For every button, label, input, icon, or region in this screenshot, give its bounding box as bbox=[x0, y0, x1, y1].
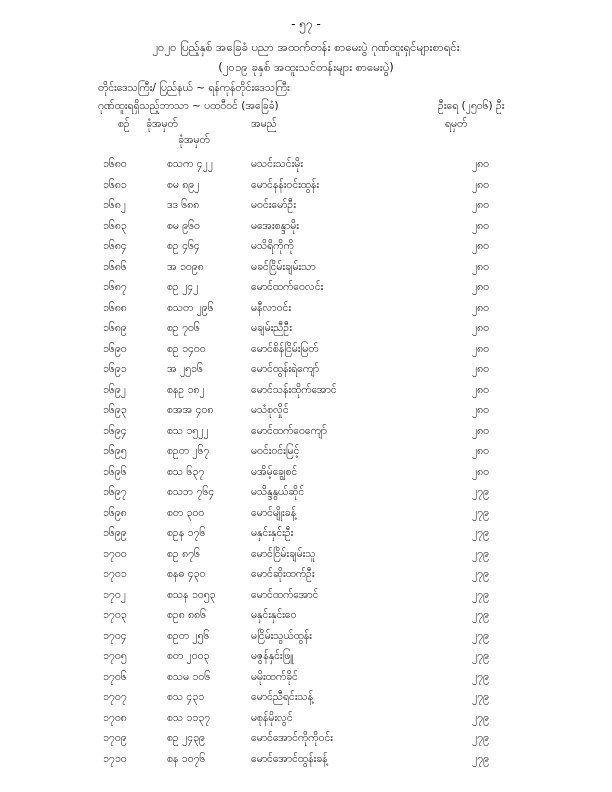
row-number: ၁၆၈၆ bbox=[103, 260, 127, 273]
marks-value: ၂၈၀ bbox=[472, 178, 490, 191]
marks-value: ၂၈၀ bbox=[472, 404, 490, 416]
marks-value: ၂၈၀ bbox=[472, 219, 490, 232]
marks-value: ၂၈၀ bbox=[472, 322, 490, 334]
roll-number: စဥ ၈၇၆ bbox=[167, 547, 200, 560]
row-number: ၁၇၀၀ bbox=[103, 547, 127, 560]
candidate-name: မမိုးထက်ခိုင် bbox=[251, 670, 298, 683]
table-row bbox=[0, 650, 612, 671]
row-number: ၁၇၀၆ bbox=[103, 670, 127, 683]
table-row bbox=[0, 220, 612, 241]
table-row bbox=[0, 199, 612, 220]
row-number: ၁၆၉၇ bbox=[103, 486, 127, 498]
row-number: ၁၆၈၁ bbox=[103, 178, 127, 191]
candidate-name: မောင်မျိုးခန့် bbox=[251, 506, 297, 519]
row-number: ၁၆၉၂ bbox=[103, 383, 126, 396]
roll-number: စသ ၁၁၃၇ bbox=[167, 711, 211, 724]
candidate-name: မောင်သန်းထိုက်အောင် bbox=[251, 383, 337, 396]
table-row bbox=[0, 281, 612, 302]
row-number: ၁၇၀၅ bbox=[103, 650, 127, 662]
candidate-name: မအိမ့်ချွေစင် bbox=[251, 465, 298, 478]
candidate-name: မောင်စိန်ငြိမ်းမြတ် bbox=[251, 342, 319, 355]
candidate-name: မောင်ဆိုးထက်ဦး bbox=[251, 568, 315, 580]
table-row bbox=[0, 753, 612, 774]
marks-value: ၂၈၀ bbox=[472, 465, 490, 478]
row-number: ၁၆၈၇ bbox=[103, 281, 127, 293]
roll-number: စဥတ ၂၆၇ bbox=[167, 445, 210, 457]
row-number: ၁၆၉၀ bbox=[103, 342, 127, 355]
table-row bbox=[0, 527, 612, 548]
roll-number: စဥ ၄၆၄ bbox=[167, 240, 200, 252]
row-number: ၁၇၀၂ bbox=[103, 588, 126, 601]
roll-number: ဒဒ ၆၈၈ bbox=[167, 199, 200, 211]
marks-value: ၂၇၉ bbox=[472, 629, 489, 642]
region-label: တိုင်းဒေသကြီး/ ပြည်နယ် ~ ရန်ကုန်တိုင်းဒေသကြီး bbox=[98, 82, 290, 94]
candidate-name: မောင်အောင်ကိုကိုဝင်း bbox=[251, 732, 333, 744]
candidate-name: မောင်ထက်ဝေကျော် bbox=[251, 424, 327, 437]
document-subtitle: (၂၀၁၉ ခုနှစ် အထူးသင်တန်းများ စာမေးပွဲ) bbox=[218, 60, 394, 74]
candidate-name: မအေးစန္ဒာမိုး bbox=[251, 219, 299, 232]
row-number: ၁၆၉၈ bbox=[103, 506, 127, 519]
table-row bbox=[0, 445, 612, 466]
marks-value: ၂၈၀ bbox=[472, 301, 490, 314]
table-row bbox=[0, 302, 612, 323]
roll-number: စနဥ ၁၈၂ bbox=[167, 383, 205, 396]
table-row bbox=[0, 384, 612, 405]
candidate-name: မနှင်းနှင်းဦး bbox=[251, 527, 294, 539]
table-row bbox=[0, 466, 612, 487]
roll-number: စဥ ၂၄၂ bbox=[167, 281, 199, 293]
candidate-name: မသံစုလှိုင် bbox=[251, 404, 289, 416]
table-row bbox=[0, 363, 612, 384]
table-row bbox=[0, 609, 612, 630]
candidate-name: မောင်အောင်ထွန်းခန့် bbox=[251, 752, 328, 765]
roll-number: စအအ ၄၀၈ bbox=[167, 404, 214, 416]
roll-number: အ ၂၅၁၆ bbox=[167, 363, 203, 375]
table-row bbox=[0, 589, 612, 610]
roll-number: စနဓ ၄၃၀ bbox=[167, 568, 206, 580]
table-row bbox=[0, 425, 612, 446]
row-number: ၁၇၀၇ bbox=[103, 691, 127, 703]
marks-value: ၂၈၀ bbox=[472, 240, 490, 252]
roll-number: စသမ ၁၀၆ bbox=[167, 670, 211, 683]
roll-number: စသ ၄၃၁ bbox=[167, 691, 205, 703]
row-number: ၁၆၈၈ bbox=[103, 301, 127, 314]
table-row bbox=[0, 486, 612, 507]
marks-value: ၂၈၀ bbox=[472, 260, 490, 273]
roll-number: အ ၁၀၉၈ bbox=[167, 260, 204, 273]
candidate-name: မသိန္ဒနွယ်ဆိုင် bbox=[251, 486, 305, 498]
results-table bbox=[0, 158, 612, 773]
column-header-no: စဉ် bbox=[118, 118, 130, 130]
row-number: ၁၇၀၈ bbox=[103, 711, 127, 724]
roll-number: စမ ၉၆၀ bbox=[167, 219, 200, 232]
row-number: ၁၆၉၆ bbox=[103, 465, 127, 478]
table-row bbox=[0, 630, 612, 651]
marks-value: ၂၇၉ bbox=[472, 711, 489, 724]
candidate-name: မစုန်မိုးလွင် bbox=[251, 711, 293, 724]
roll-number: စဥ၈ ၈၈၆ bbox=[167, 609, 206, 621]
table-row bbox=[0, 712, 612, 733]
roll-number: စဥ ၇၀၆ bbox=[167, 322, 200, 334]
row-number: ၁၆၉၅ bbox=[103, 445, 127, 457]
roll-number: စတ ၃၀၀ bbox=[167, 506, 205, 519]
marks-value: ၂၈၀ bbox=[472, 199, 490, 211]
marks-value: ၂၇၉ bbox=[472, 486, 489, 498]
document-title: ၂၀၂၀ ပြည့်နှစ် အခြေခံ ပညာ အထက်တန်း စာမေးပွဲ ဂုဏ်ထူးရှင်များစာရင်း bbox=[152, 40, 460, 54]
marks-value: ၂၈၀ bbox=[472, 424, 490, 437]
roll-number: စသတ ၂၉၆ bbox=[167, 301, 214, 314]
row-number: ၁၆၈၀ bbox=[103, 158, 127, 170]
candidate-name: မဝင်းဝင်းမြင့် bbox=[251, 445, 300, 457]
marks-value: ၂၇၉ bbox=[472, 732, 489, 744]
candidate-name: မနီလာဝင်း bbox=[251, 301, 291, 314]
table-row bbox=[0, 548, 612, 569]
marks-value: ၂၈၀ bbox=[472, 445, 490, 457]
candidate-name: မဝင်းမော်ဦး bbox=[251, 199, 296, 211]
marks-value: ၂၇၉ bbox=[472, 650, 489, 662]
marks-value: ၂၈၀ bbox=[472, 383, 490, 396]
table-row bbox=[0, 691, 612, 712]
table-row bbox=[0, 507, 612, 528]
row-number: ၁၇၀၉ bbox=[103, 732, 127, 744]
row-number: ၁၆၈၄ bbox=[103, 240, 127, 252]
roll-number: စဥန ၁၇၆ bbox=[167, 527, 206, 539]
row-number: ၁၇၀၃ bbox=[103, 609, 127, 621]
column-header-name: အမည် bbox=[251, 118, 277, 130]
candidate-name: မောင်ညီရင်းသန့် bbox=[251, 691, 314, 703]
marks-value: ၂၇၉ bbox=[472, 547, 489, 560]
candidate-name: မောင်ထက်အောင် bbox=[251, 588, 319, 601]
row-number: ၁၆၉၃ bbox=[103, 404, 127, 416]
row-number: ၁၆၉၁ bbox=[103, 363, 127, 375]
marks-value: ၂၇၉ bbox=[472, 670, 489, 683]
marks-value: ၂၇၉ bbox=[472, 691, 489, 703]
table-row bbox=[0, 671, 612, 692]
marks-value: ၂၈၀ bbox=[472, 281, 490, 293]
marks-value: ၂၇၉ bbox=[472, 527, 489, 539]
table-row bbox=[0, 158, 612, 179]
roll-number: စန ၁၀၇၆ bbox=[167, 752, 206, 765]
table-row bbox=[0, 404, 612, 425]
table-row bbox=[0, 261, 612, 282]
page-number: - ၅၇ - bbox=[291, 17, 321, 31]
total-count-label: ဦးရေ (၂၅၀၆) ဦး bbox=[438, 100, 505, 112]
marks-value: ၂၇၉ bbox=[472, 752, 489, 765]
roll-number: စသက ၄၂၂ bbox=[167, 158, 213, 170]
candidate-name: မသင်းသင်းမိုး bbox=[251, 158, 303, 170]
column-header-roll: ခုံအမှတ် bbox=[146, 118, 178, 130]
marks-value: ၂၈၀ bbox=[472, 363, 490, 375]
roll-number: စသန ၁၀၅၃ bbox=[167, 588, 216, 601]
roll-number: စဥ ၁၄၀၀ bbox=[167, 342, 206, 355]
candidate-name: မခင်ငြိမ်းချမ်းသာ bbox=[251, 260, 316, 273]
candidate-name: မငြိမ်းသွယ်ထွန်း bbox=[251, 629, 312, 642]
marks-value: ၂၇၉ bbox=[472, 588, 489, 601]
candidate-name: မဇွန်နှင်းဖြူ bbox=[251, 650, 294, 662]
table-row bbox=[0, 240, 612, 261]
candidate-name: မချမ်းညီဦး bbox=[251, 322, 292, 334]
table-row bbox=[0, 732, 612, 753]
roll-number: စသ ၆၃၇ bbox=[167, 465, 205, 478]
row-number: ၁၇၁၀ bbox=[103, 752, 127, 765]
row-number: ၁၇၀၁ bbox=[103, 568, 127, 580]
roll-number: စမ ၈၉၂ bbox=[167, 178, 200, 191]
marks-value: ၂၈၀ bbox=[472, 158, 490, 170]
row-number: ၁၆၉၄ bbox=[103, 424, 127, 437]
marks-value: ၂၇၉ bbox=[472, 568, 489, 580]
row-number: ၁၆၈၂ bbox=[103, 199, 126, 211]
row-number: ၁၆၈၉ bbox=[103, 322, 127, 334]
candidate-name: မောင်ငြိမ်းချမ်းသူ bbox=[251, 547, 316, 560]
table-row bbox=[0, 179, 612, 200]
row-number: ၁၆၉၉ bbox=[103, 527, 127, 539]
roll-number: စဥ ၂၄၃၉ bbox=[167, 732, 205, 744]
table-row bbox=[0, 322, 612, 343]
candidate-name: မောင်ထွန်းရဲကျော် bbox=[251, 363, 320, 375]
row-number: ၁၇၀၄ bbox=[103, 629, 127, 642]
roll-number: စတ ၂၀၀၃ bbox=[167, 650, 210, 662]
subject-label: ဂုဏ်ထူးရရှိသည့်ဘာသာ ~ ပထဝီဝင် (အခြေခံ) bbox=[98, 100, 279, 112]
marks-value: ၂၇၉ bbox=[472, 609, 489, 621]
candidate-name: မောင်နန်းဝင်းထွန်း bbox=[251, 178, 320, 191]
row-number: ၁၆၈၃ bbox=[103, 219, 127, 232]
candidate-name: မောင်ထက်ဝေလင်း bbox=[251, 281, 324, 293]
candidate-name: မနှင်းနှင်းဝေ bbox=[251, 609, 297, 621]
roll-number: စသဘ ၇၆၄ bbox=[167, 486, 215, 498]
table-row bbox=[0, 343, 612, 364]
column-header-marks: ရမှတ် bbox=[445, 118, 468, 130]
marks-value: ၂၇၉ bbox=[472, 506, 489, 519]
candidate-name: မသိရိကိုကို bbox=[251, 240, 294, 252]
roll-number: စဥတ ၂၅၆ bbox=[167, 629, 210, 642]
table-row bbox=[0, 568, 612, 589]
roll-number: စသ ၁၅၂၂ bbox=[167, 424, 209, 437]
marks-value: ၂၈၀ bbox=[472, 342, 490, 355]
column-header-roll-sub: ခုံအမှတ် bbox=[178, 134, 210, 146]
